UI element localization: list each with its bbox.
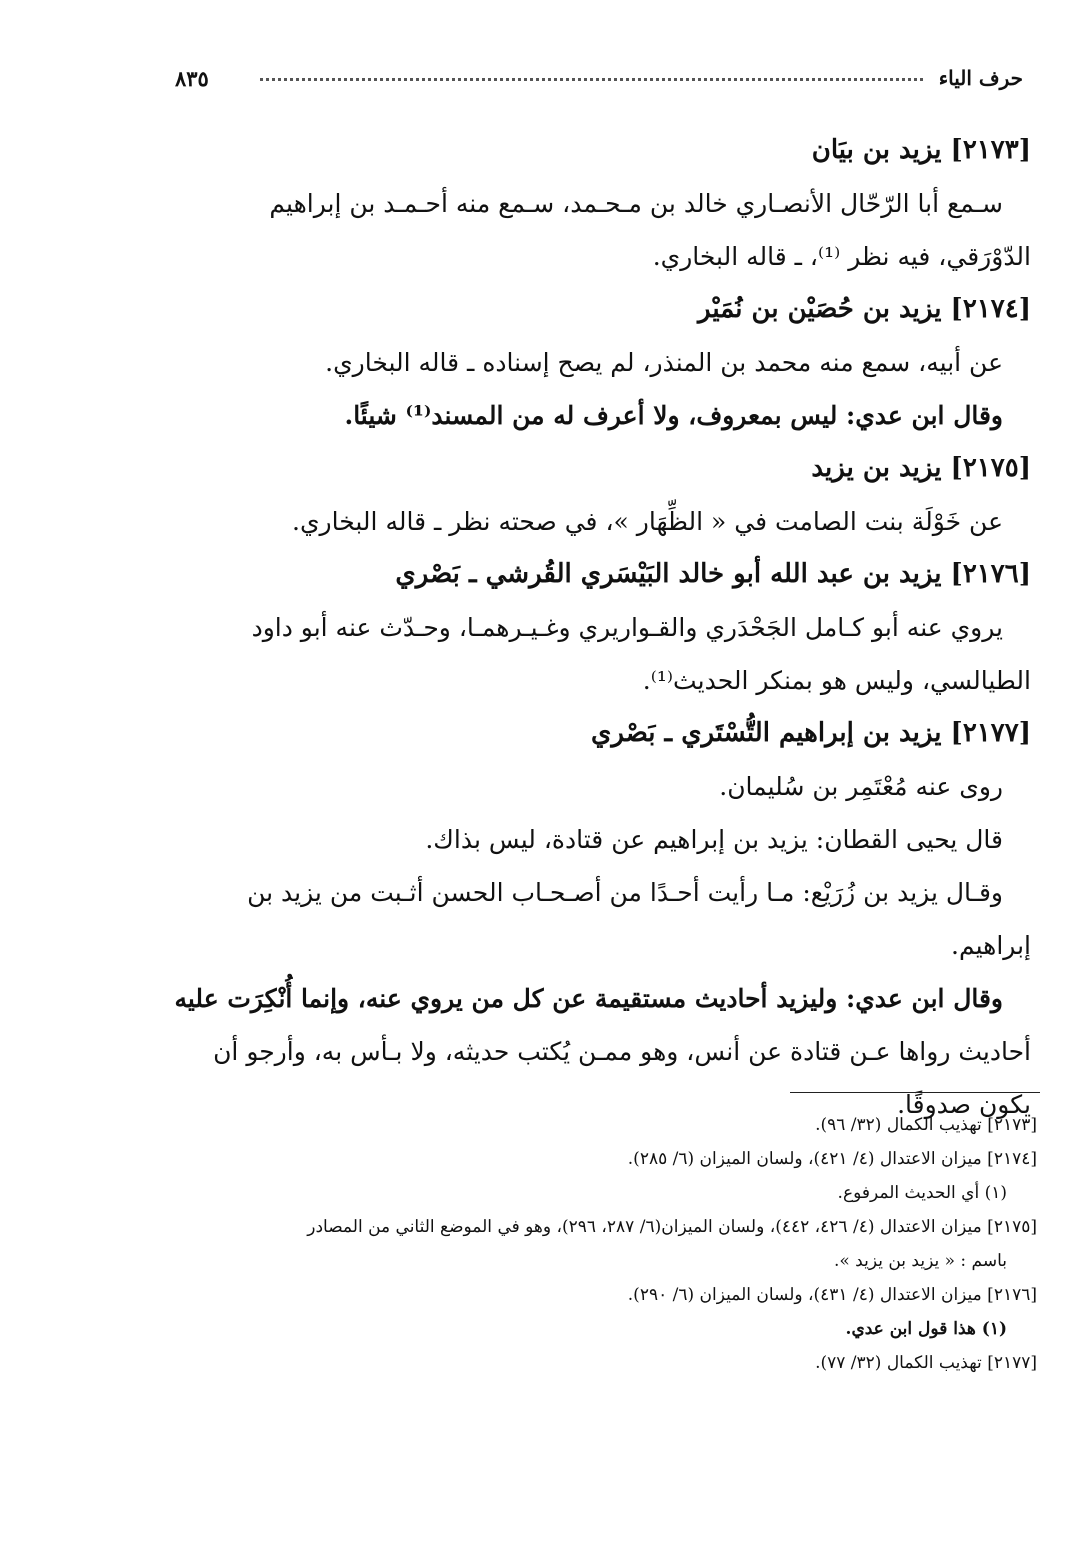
entry-text-line: سـمع أبا الرّحّال الأنصـاري خالد بن مـحـمد، سـمع منه أحـمـد بن إبراهيم [269,189,1003,218]
footnote: [٢١٧٣] تهذيب الكمال (٣٢/ ٩٦). [815,1115,1037,1135]
footnote-separator [790,1092,1040,1093]
entry-text-line: وقال ابن عدي: ليس بمعروف، ولا أعرف له من المسند⁽¹⁾ شيئًا. [344,401,1003,430]
entry-text-line: إبراهيم. [951,931,1031,960]
entry-title: [٢١٧٥] يزيد بن يزيد [811,453,1031,483]
entry-title: [٢١٧٦] يزيد بن عبد الله أبو خالد البَيْسَري القُرشي ـ بَصْري [395,559,1031,589]
page-number: ٨٣٥ [175,66,209,91]
entry-text-line: وقـال يزيد بن زُرَيْع: مـا رأيت أحـدًا من أصـحـاب الحسن أثـبت من يزيد بن [247,878,1003,907]
header-dotted-rule [260,78,923,81]
footnotes [155,1108,1037,1380]
footnote: [٢١٧٧] تهذيب الكمال (٣٢/ ٧٧). [815,1353,1037,1373]
entry-text-line: قال يحيى القطان: يزيد بن إبراهيم عن قتادة، ليس بذاك. [425,825,1003,854]
page-body [155,124,1031,1131]
entry-text-line: عن أبيه، سمع منه محمد بن المنذر، لم يصح إسناده ـ قاله البخاري. [325,348,1003,377]
entry-text-line: عن خَوْلَة بنت الصامت في « الظِّهَار »، في صحته نظر ـ قاله البخاري. [292,507,1003,536]
footnote: [٢١٧٤] ميزان الاعتدال (٤/ ٤٢١)، ولسان الميزان (٦/ ٢٨٥). [627,1149,1037,1169]
footnote: باسم : « يزيد بن يزيد ». [833,1251,1007,1271]
entry-text-line: روى عنه مُعْتَمِر بن سُليمان. [719,772,1003,801]
page-header [175,66,1023,106]
entry-text-line: يروي عنه أبو كـامل الجَحْدَري والقـواريري وغـيـرهمـا، وحـدّث عنه أبو داود [251,613,1003,642]
footnote: [٢١٧٦] ميزان الاعتدال (٤/ ٤٣١)، ولسان الميزان (٦/ ٢٩٠). [627,1285,1037,1305]
entry-text-line: الدّوْرَقي، فيه نظر ⁽¹⁾، ـ قاله البخاري. [652,242,1031,271]
entry-title: [٢١٧٤] يزيد بن حُصَيْن بن نُمَيْر [698,294,1031,324]
entry-text-line: الطيالسي، وليس هو بمنكر الحديث⁽¹⁾. [642,666,1031,695]
footnote: (١) أي الحديث المرفوع. [837,1183,1007,1203]
entry-title: [٢١٧٧] يزيد بن إبراهيم التُّسْتَري ـ بَصْري [591,718,1031,748]
entry-text-line: أحاديث رواها عـن قتادة عن أنس، وهو ممـن يُكتب حديثه، ولا بـأس به، وأرجو أن [213,1037,1031,1066]
entry-title: [٢١٧٣] يزيد بن بيَان [811,135,1031,165]
footnote: (١) هذا قول ابن عدي. [845,1319,1007,1339]
footnote: [٢١٧٥] ميزان الاعتدال (٤/ ٤٢٦، ٤٤٢)، ولسان الميزان(٦/ ٢٨٧، ٢٩٦)، وهو في الموضع الثاني من المصادر [307,1217,1037,1237]
running-title: حرف الياء [938,66,1023,90]
entry-text-line: وقال ابن عدي: وليزيد أحاديث مستقيمة عن كل من يروي عنه، وإنما أُنْكِرَت عليه [174,984,1003,1013]
entry-text-line: يكون صدوقًا. [897,1090,1031,1119]
